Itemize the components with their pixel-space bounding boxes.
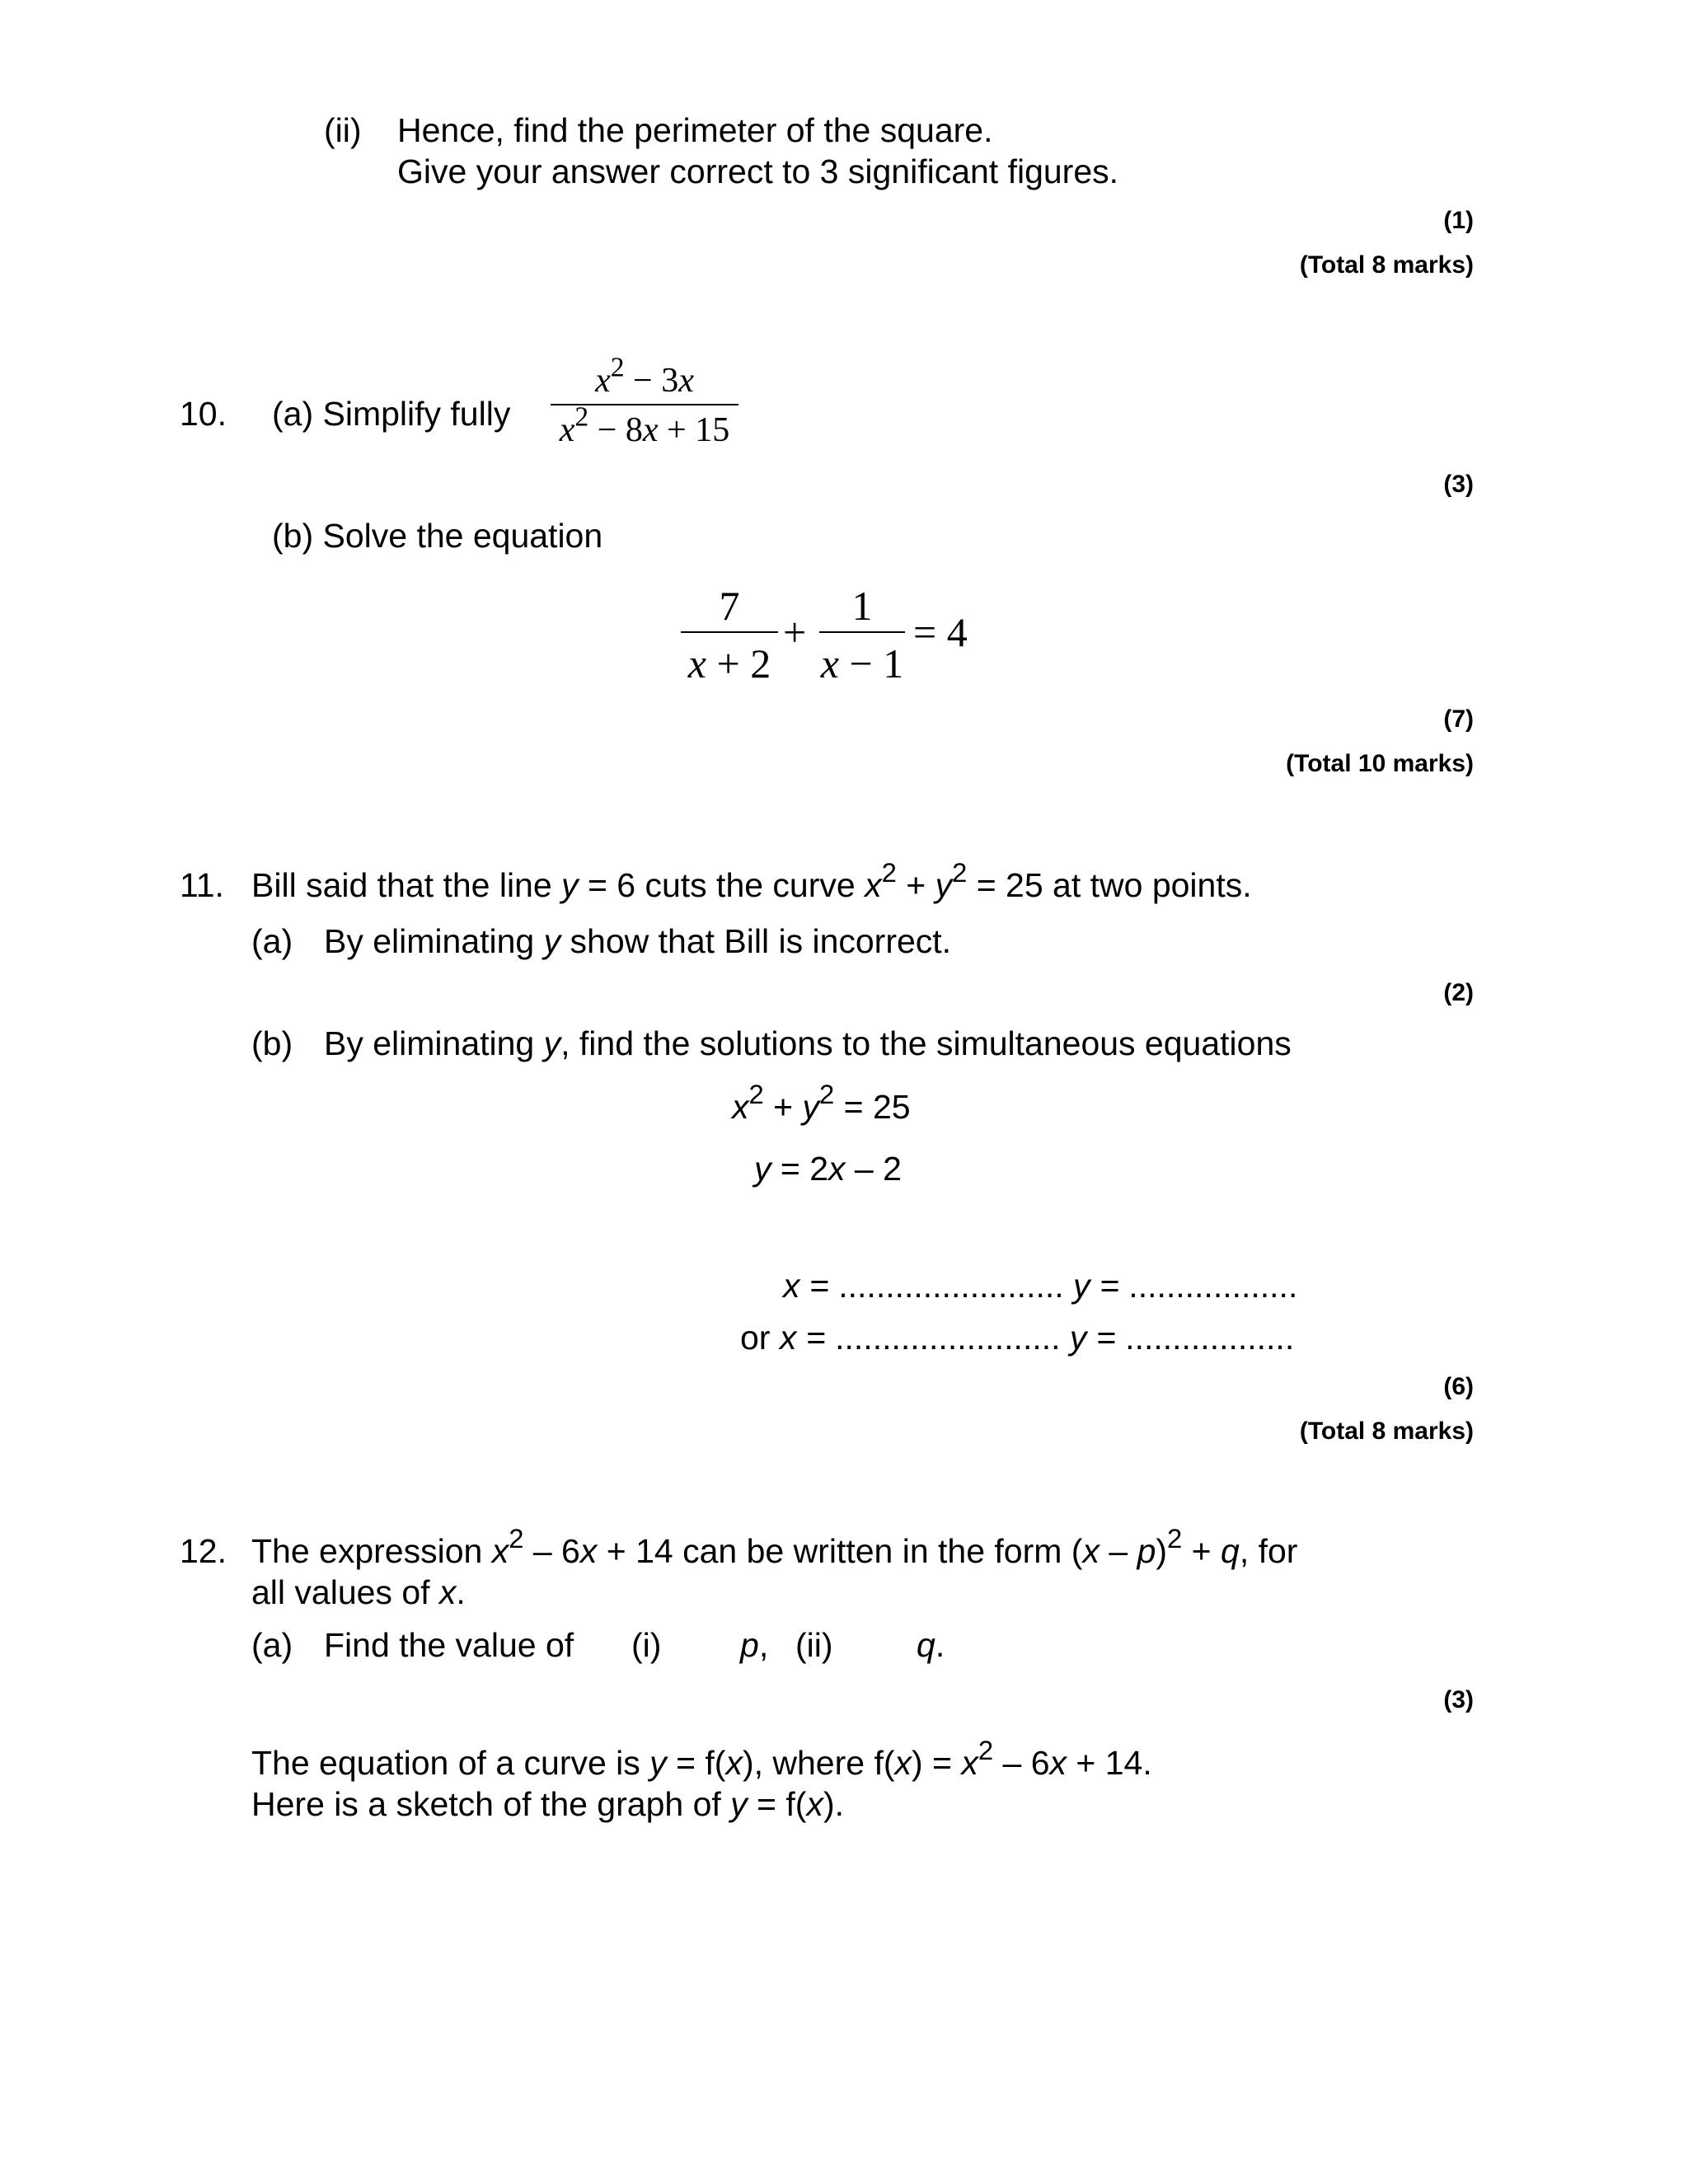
q11a-text: By eliminating y show that Bill is incorrect. <box>324 922 952 960</box>
x-label: x = <box>779 1319 826 1357</box>
q9-line1: Hence, find the perimeter of the square. <box>397 111 993 149</box>
q11-answer-line-1 <box>783 1269 1297 1303</box>
q12-number: 12. <box>180 1532 227 1570</box>
q12a-p: p, <box>740 1626 769 1664</box>
q10b-frac1-numerator: 7 <box>719 583 740 629</box>
q10a-denominator: $x^2 - 8x + 15$ <box>559 401 730 449</box>
q11-equation-2: y = 2x – 2 <box>754 1150 902 1188</box>
q10b-frac1-denominator: x + 2 <box>687 640 771 687</box>
q12-curve-line1: The equation of a curve is y = f(x), where $f(x) = x^2 - 6x + 14$. <box>251 1734 1152 1782</box>
q10-number: 10. <box>180 395 227 433</box>
q10a-numerator: $x^2 - 3x$ <box>595 352 694 400</box>
q11-intro: Bill said that the line y = 6 cuts the curve $x^2 + y^2 = 25$ at two points. <box>251 856 1252 904</box>
q11a-label: (a) <box>251 922 293 960</box>
q12a-marks: (3) <box>1443 1686 1474 1713</box>
answer-field-x1[interactable]: ........................ <box>838 1267 1064 1305</box>
q12-intro-line1: The expression $x^2 - 6x + 14$ can be written in the form (x – p)$^2$ + q, for <box>251 1522 1298 1570</box>
q10-total-marks: (Total 10 marks) <box>1286 750 1474 777</box>
q10b-marks: (7) <box>1443 705 1474 733</box>
plus-sign: + <box>783 609 807 655</box>
y-label: y = <box>1073 1267 1119 1305</box>
q11-total-marks: (Total 8 marks) <box>1299 1418 1474 1445</box>
q10a-marks: (3) <box>1443 471 1474 498</box>
q10b-label: (b) Solve the equation <box>272 517 603 555</box>
q12-curve-line2: Here is a sketch of the graph of y = f(x). <box>251 1785 844 1823</box>
y-label: y = <box>1069 1319 1116 1357</box>
q12a-q: q. <box>917 1626 945 1664</box>
q10a-label: (a) Simplify fully <box>272 395 511 433</box>
or-label: or <box>740 1319 771 1357</box>
q10b-frac2-numerator: 1 <box>851 583 873 629</box>
q11-equation-1: $x^2 + y^2 = 25$ <box>732 1078 911 1126</box>
q9-marks: (1) <box>1443 207 1474 234</box>
q11a-marks: (2) <box>1443 979 1474 1006</box>
q11b-label: (b) <box>251 1024 293 1062</box>
q11b-marks: (6) <box>1443 1373 1474 1400</box>
q10b-fraction-2 <box>819 582 905 687</box>
q12a-label: (a) <box>251 1626 293 1664</box>
q10b-fraction-1 <box>681 582 778 687</box>
q10b-rhs: = 4 <box>913 609 968 655</box>
q12a-i-label: (i) <box>631 1626 662 1664</box>
answer-field-y2[interactable]: .................. <box>1125 1319 1295 1357</box>
answer-field-y1[interactable]: .................. <box>1128 1267 1298 1305</box>
x-label: x = <box>783 1267 829 1305</box>
answer-field-x2[interactable]: ........................ <box>835 1319 1061 1357</box>
q11-number: 11. <box>180 866 224 904</box>
q12-intro-line2: all values of x. <box>251 1573 466 1611</box>
q9-total-marks: (Total 8 marks) <box>1299 251 1474 279</box>
q12a-text: Find the value of <box>324 1626 574 1664</box>
q11b-text: By eliminating y, find the solutions to the simultaneous equations <box>324 1024 1292 1062</box>
q9-line2: Give your answer correct to 3 significant figures. <box>397 152 1119 190</box>
q10b-frac2-denominator: x − 1 <box>820 640 904 687</box>
q10a-fraction <box>551 352 738 450</box>
q11-answer-line-2 <box>740 1321 1294 1355</box>
part-label-ii: (ii) <box>324 111 362 149</box>
q12a-ii-label: (ii) <box>795 1626 833 1664</box>
